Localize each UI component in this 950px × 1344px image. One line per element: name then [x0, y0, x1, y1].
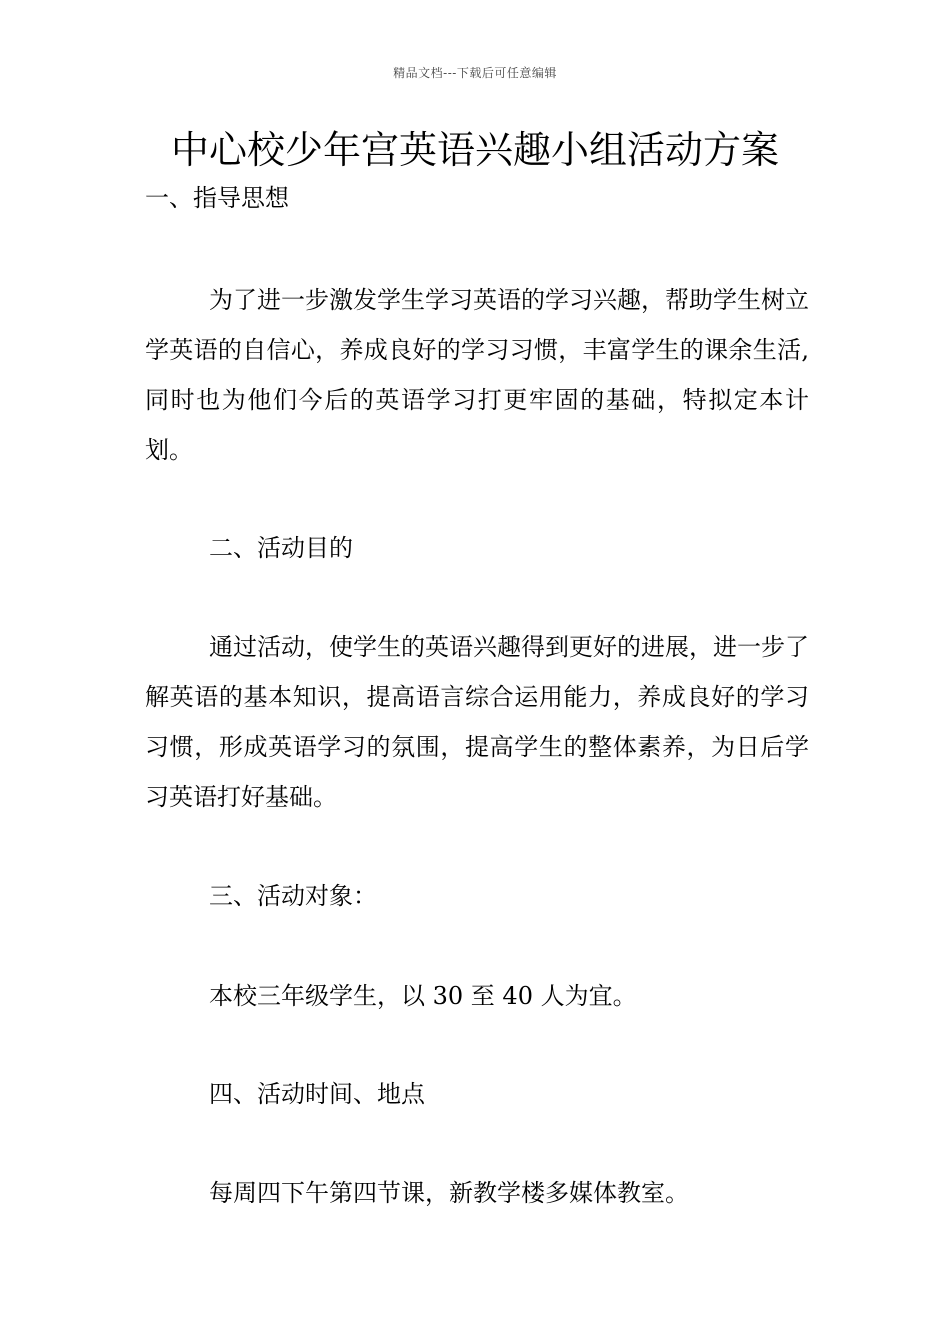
section-heading-guiding-ideology: 一、指导思想: [145, 184, 289, 212]
section-body-activity-target: 本校三年级学生，以 30 至 40 人为宜。: [209, 982, 637, 1010]
section-body-guiding-ideology: 为了进一步激发学生学习英语的学习兴趣，帮助学生树立学英语的自信心，养成良好的学习习惯，丰富学生的课余生活,同时也为他们今后的英语学习打更牢固的基础，特拟定本计划。: [145, 286, 809, 464]
section-body-time-place: 每周四下午第四节课，新教学楼多媒体教室。: [209, 1179, 689, 1207]
section-heading-activity-target: 三、活动对象：: [209, 882, 377, 910]
section-heading-time-place: 四、活动时间、地点: [209, 1080, 425, 1108]
header-note: 精品文档---下载后可任意编辑: [393, 66, 557, 80]
section-body-activity-purpose: 通过活动，使学生的英语兴趣得到更好的进展，进一步了解英语的基本知识，提高语言综合运用能力，养成良好的学习习惯，形成英语学习的氛围，提高学生的整体素养，为日后学习英语打好基础。: [145, 633, 809, 811]
document-title: 中心校少年宫英语兴趣小组活动方案: [170, 128, 779, 172]
section-heading-activity-purpose: 二、活动目的: [209, 534, 353, 562]
